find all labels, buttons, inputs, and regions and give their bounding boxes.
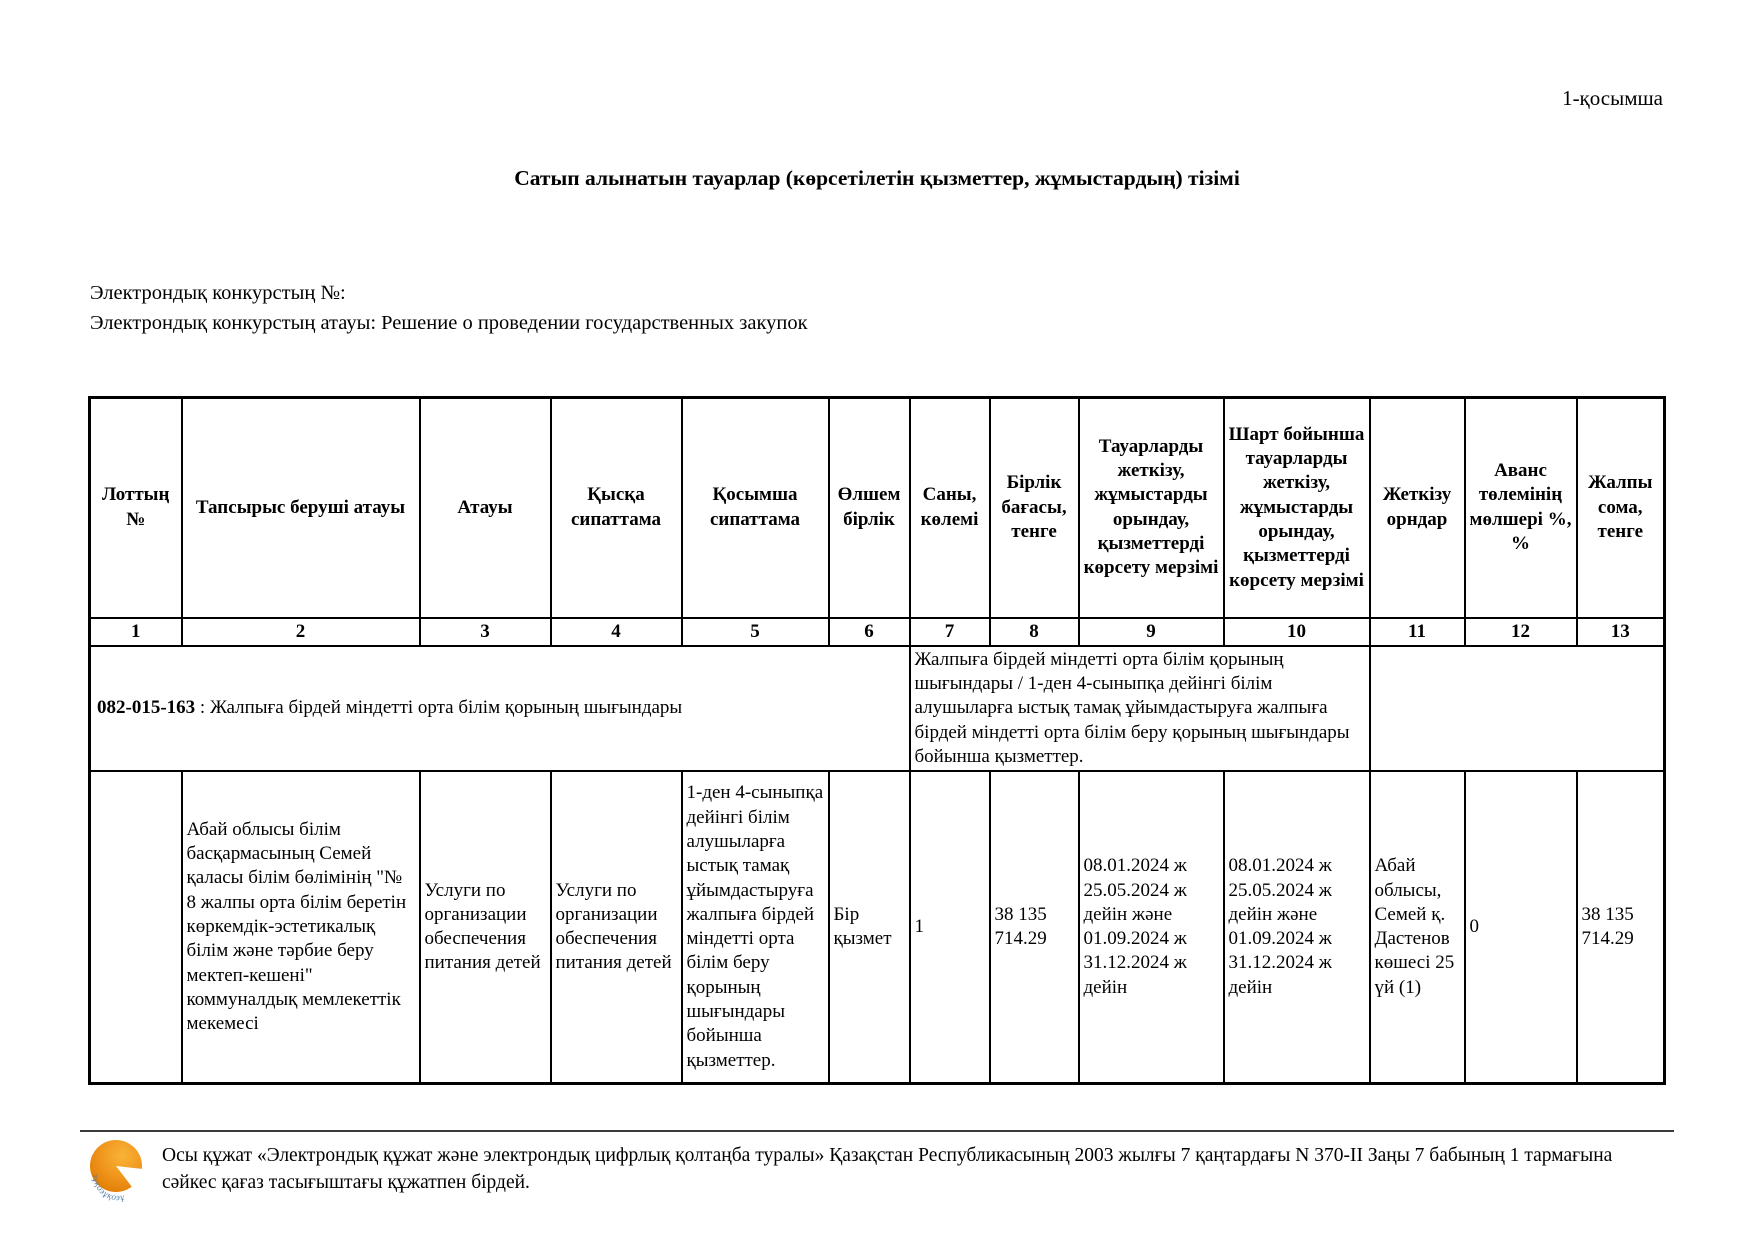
cell-contract-delivery-term: 08.01.2024 ж 25.05.2024 ж дейін және 01.09.2024 ж 31.12.2024 ж дейін bbox=[1224, 771, 1370, 1083]
column-number: 3 bbox=[420, 618, 551, 646]
procurement-table bbox=[88, 396, 1666, 1085]
procurement-table-wrapper bbox=[88, 396, 1666, 1085]
cell-customer: Абай облысы білім басқармасының Семей қаласы білім бөлімінің "№ 8 жалпы орта білім беретін көркемдік-эстетикалық білім және тәрбие беру мектеп-кешені" коммуналдық мемлекеттік мекемесі bbox=[182, 771, 420, 1083]
column-number: 6 bbox=[829, 618, 910, 646]
lot-summary-row bbox=[90, 646, 1665, 772]
header-cell-total-amount: Жалпы сома, тенге bbox=[1577, 398, 1665, 618]
lot-separator: : bbox=[195, 697, 210, 719]
contest-number-line: Электрондық конкурстың №: bbox=[90, 282, 346, 304]
column-number: 13 bbox=[1577, 618, 1665, 646]
header-cell-lot-no: Лоттың № bbox=[90, 398, 182, 618]
cell-total-amount: 38 135 714.29 bbox=[1577, 771, 1665, 1083]
cell-lot-no bbox=[90, 771, 182, 1083]
header-cell-unit: Өлшем бірлік bbox=[829, 398, 910, 618]
page-title: Сатып алынатын тауарлар (көрсетілетін қызметтер, жұмыстардың) тізімі bbox=[514, 166, 1240, 190]
column-number: 7 bbox=[910, 618, 990, 646]
contest-meta bbox=[90, 278, 808, 338]
column-number: 8 bbox=[990, 618, 1079, 646]
svg-text:эұқоэұқоэұ: эұқоэұқоэұ bbox=[90, 1173, 126, 1203]
column-number-row bbox=[90, 618, 1665, 646]
cell-advance-payment: 0 bbox=[1465, 771, 1577, 1083]
cell-unit-price: 38 135 714.29 bbox=[990, 771, 1079, 1083]
cell-name: Услуги по организации обеспечения питания детей bbox=[420, 771, 551, 1083]
cell-delivery-term: 08.01.2024 ж 25.05.2024 ж дейін және 01.09.2024 ж 31.12.2024 ж дейін bbox=[1079, 771, 1224, 1083]
footer-note: Осы құжат «Электрондық құжат және электрондық цифрлық қолтаңба туралы» Қазақстан Республикасының 2003 жылғы 7 қаңтардағы N 370-II Заңы 7 бабының 1 тармағына сәйкес қағаз тасығыштағы құжатпен бірдей. bbox=[162, 1145, 1613, 1193]
contest-name-line: Электрондық конкурстың атауы: Решение о проведении государственных закупок bbox=[90, 312, 808, 334]
cell-short-description: Услуги по организации обеспечения питания детей bbox=[551, 771, 682, 1083]
column-number: 1 bbox=[90, 618, 182, 646]
lot-code-cell bbox=[90, 646, 910, 772]
egov-logo-icon bbox=[86, 1138, 150, 1204]
header-cell-additional-description: Қосымша сипаттама bbox=[682, 398, 829, 618]
lot-code: 082-015-163 bbox=[97, 697, 196, 719]
lot-description-cell: Жалпыға бірдей міндетті орта білім қорының шығындары / 1-ден 4-сыныпқа дейінгі білім алушыларға ыстық тамақ ұйымдастыруға жалпыға бірдей міндетті орта білім беру қорының шығындары бойынша қызметтер. bbox=[910, 646, 1370, 772]
column-number: 10 bbox=[1224, 618, 1370, 646]
header-cell-unit-price: Бірлік бағасы, тенге bbox=[990, 398, 1079, 618]
column-number: 9 bbox=[1079, 618, 1224, 646]
column-number: 4 bbox=[551, 618, 682, 646]
column-number: 12 bbox=[1465, 618, 1577, 646]
column-number: 5 bbox=[682, 618, 829, 646]
header-cell-delivery-place: Жеткізу орндар bbox=[1370, 398, 1465, 618]
header-cell-customer: Тапсырыс беруші атауы bbox=[182, 398, 420, 618]
header-cell-name: Атауы bbox=[420, 398, 551, 618]
appendix-label: 1-қосымша bbox=[1562, 86, 1663, 110]
column-number: 11 bbox=[1370, 618, 1465, 646]
footer-divider bbox=[80, 1130, 1674, 1132]
lot-title: Жалпыға бірдей міндетті орта білім қорының шығындары bbox=[209, 697, 683, 719]
cell-quantity: 1 bbox=[910, 771, 990, 1083]
header-cell-delivery-term: Тауарларды жеткізу, жұмыстарды орындау, қызметтерді көрсету мерзімі bbox=[1079, 398, 1224, 618]
header-row bbox=[90, 398, 1665, 618]
footer bbox=[86, 1138, 1656, 1204]
header-cell-contract-delivery-term: Шарт бойынша тауарларды жеткізу, жұмыстарды орындау, қызметтерді көрсету мерзімі bbox=[1224, 398, 1370, 618]
header-cell-short-description: Қысқа сипаттама bbox=[551, 398, 682, 618]
lot-empty-cell bbox=[1370, 646, 1665, 772]
cell-additional-description: 1-ден 4-сыныпқа дейінгі білім алушыларға ыстық тамақ ұйымдастыруға жалпыға бірдей міндетті орта білім беру қорының шығындары бойынша қызметтер. bbox=[682, 771, 829, 1083]
header-cell-quantity: Саны, көлемі bbox=[910, 398, 990, 618]
column-number: 2 bbox=[182, 618, 420, 646]
cell-delivery-place: Абай облысы, Семей қ. Дастенов көшесі 25 үй (1) bbox=[1370, 771, 1465, 1083]
header-cell-advance-payment: Аванс төлемінің мөлшері %, % bbox=[1465, 398, 1577, 618]
cell-unit: Бір қызмет bbox=[829, 771, 910, 1083]
table-row bbox=[90, 771, 1665, 1083]
